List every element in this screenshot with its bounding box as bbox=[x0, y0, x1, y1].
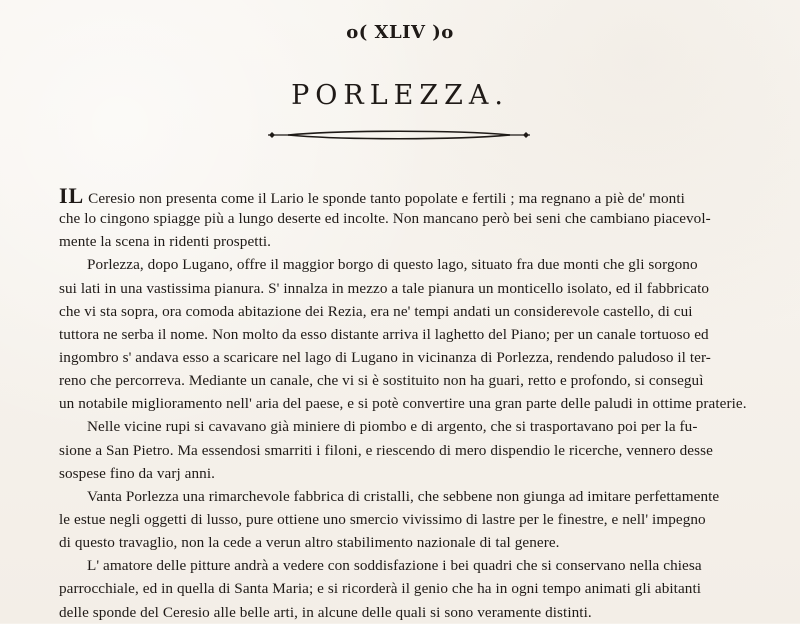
text-line-19: delle sponde del Ceresio alle belle arti, in alcune delle quali si sono veramente distinti. bbox=[59, 603, 592, 621]
text-line-1-content: Ceresio non presenta come il Lario le sponde tanto popolate e fertili ; ma regnano a piè de' monti bbox=[84, 190, 685, 207]
text-line-4: Porlezza, dopo Lugano, offre il maggior borgo di questo lago, situato fra due monti che gli sorgono bbox=[87, 256, 698, 274]
text-line-7: tuttora ne serba il nome. Non molto da esso distante arriva il laghetto del Piano; per un canale tortuoso ed bbox=[59, 325, 709, 343]
text-line-10: un notabile miglioramento nell' aria del paese, e si potè convertire una gran parte delle paludi in ottime praterie. bbox=[59, 395, 747, 413]
text-line-16: di questo travaglio, non la cede a verun altro stabilimento nazionale di tal genere. bbox=[59, 534, 560, 552]
text-line-14: Vanta Porlezza una rimarchevole fabbrica di cristalli, che sebbene non giunga ad imitare perfettamente bbox=[87, 487, 720, 505]
page-title: PORLEZZA. bbox=[291, 80, 509, 111]
page-number: o( XLIV )o bbox=[346, 22, 454, 43]
text-line-12: sione a San Pietro. Ma essendosi smarriti i filoni, e riescendo di mero dispendio le ricerche, vennero desse bbox=[59, 441, 713, 459]
text-line-18: parrocchiale, ed in quella di Santa Maria; e si ricorderà il genio che ha in ogni tempo animati gli abitanti bbox=[59, 580, 702, 598]
text-line-15: le estue negli oggetti di lusso, pure ottiene uno smercio vivissimo di lastre per le finestre, e nell' impegno bbox=[59, 510, 706, 528]
text-line-13: sospese fino da varj anni. bbox=[59, 464, 216, 482]
text-line-2: che lo cingono spiagge più a lungo deserte ed incolte. Non mancano però bei seni che cambiano piacevol- bbox=[59, 210, 711, 228]
text-line-3: mente la scena in ridenti prospetti. bbox=[59, 233, 272, 251]
dropcap: IL bbox=[59, 183, 85, 208]
text-line-11: Nelle vicine rupi si cavavano già miniere di piombo e di argento, che si trasportavano poi per la fu- bbox=[87, 418, 698, 436]
text-line-17: L' amatore delle pitture andrà a vedere con soddisfazione i bei quadri che si conservano nella chiesa bbox=[87, 557, 702, 575]
text-line-8: ingombro s' andava esso a scaricare nel lago di Lugano in vicinanza di Porlezza, rendendo paludoso il ter- bbox=[59, 348, 711, 366]
article-body bbox=[59, 184, 761, 624]
text-line-1 bbox=[59, 184, 761, 207]
ornamental-divider-icon bbox=[262, 129, 536, 141]
text-line-5: sui lati in una vastissima pianura. S' innalza in mezzo a tale pianura un monticello isolato, ed il fabbricato bbox=[59, 279, 710, 297]
text-line-6: che vi sta sopra, ora comoda abitazione dei Rezia, era ne' tempi andati un considerevole castello, di cui bbox=[59, 302, 693, 320]
text-line-9: reno che percorreva. Mediante un canale, che vi si è sostituito non ha guari, retto e profondo, si conseguì bbox=[59, 372, 704, 390]
